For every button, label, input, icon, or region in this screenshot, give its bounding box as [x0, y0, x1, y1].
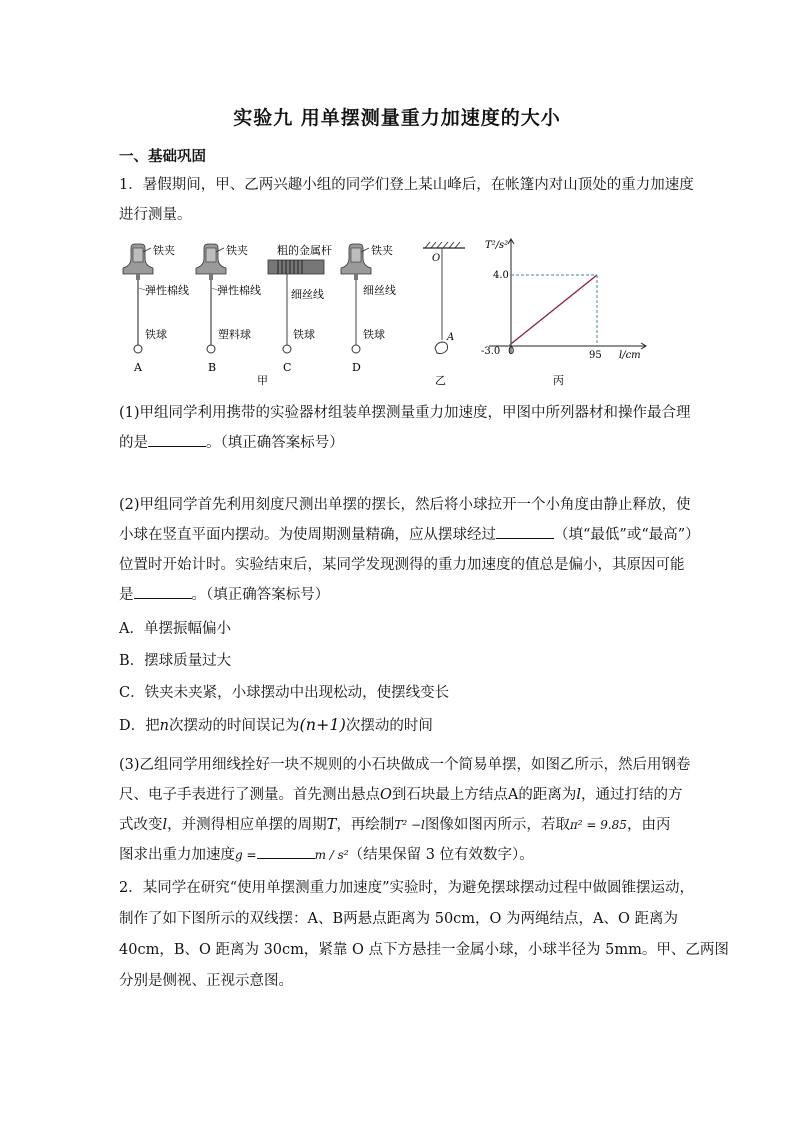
label-elastic-b: 弹性棉线: [217, 284, 261, 297]
formula-g: g =: [235, 848, 257, 862]
q1-part2-line-3: 位置时开始计时。实验结束后，某同学发现测得的重力加速度的值总是偏小，其原因可能: [119, 557, 685, 573]
q1-line-1: 1．暑假期间，甲、乙两兴趣小组的同学们登上某山峰后，在帐篷内对山顶处的重力加速度: [119, 177, 694, 193]
q1-part3-line-3: [119, 810, 670, 840]
option-d-part1: D．把: [119, 718, 160, 734]
label-a: A: [134, 361, 142, 374]
q1-part1-line-2: [119, 428, 344, 458]
q1-part3-text-4: 式改变: [119, 817, 163, 833]
q2-line-3: 40cm，B、O 距离为 30cm，紧靠 O 点下方悬挂一金属小球，小球半径为 5mm。甲、乙两图: [119, 942, 729, 958]
label-thin-d: 细丝线: [363, 284, 396, 297]
q1-part2-hint: （填“最低”或“最高”）: [554, 527, 700, 543]
page-title: 实验九 用单摆测量重力加速度的大小: [233, 107, 561, 129]
q1-part3-text-6: ，再绘制: [336, 817, 395, 833]
chart-y-tick-4: 4.0: [493, 270, 509, 281]
q1-part2-line-4: [119, 580, 329, 610]
apparatus-b: [196, 243, 261, 374]
q2-line-1: 2．某同学在研究“使用单摆测重力加速度”实验时，为避免摆球摆动过程中做圆锥摆运动，: [119, 880, 695, 896]
label-clip-a: 铁夹: [153, 244, 175, 257]
answer-blank-4[interactable]: [257, 844, 315, 859]
option-d-n-plus-1: (n+1): [299, 715, 346, 734]
label-clip-b: 铁夹: [226, 244, 248, 257]
option-d: [119, 710, 433, 741]
var-t: T: [326, 817, 337, 833]
q1-part1-prefix: 的是: [119, 435, 148, 451]
option-d-part3: 次摆动的时间: [345, 718, 433, 734]
option-c: C．铁夹未夹紧，小球摆动中出现松动，使摆线变长: [119, 685, 450, 701]
option-d-n: n: [159, 718, 169, 734]
label-yi: 乙: [435, 374, 446, 387]
q1-part1-line-1: (1)甲组同学利用携带的实验器材组装单摆测量重力加速度，甲图中所列器材和操作最合理: [119, 405, 691, 421]
formula-t2-l: T² −l: [394, 818, 425, 832]
apparatus-a: [123, 243, 189, 374]
label-o: O: [432, 253, 441, 264]
label-elastic-a: 弹性棉线: [145, 284, 189, 297]
q1-part3-text-1: 尺、电子手表进行了测量。首先测出悬点: [119, 787, 380, 803]
label-c: C: [283, 361, 292, 374]
label-jia: 甲: [257, 374, 268, 387]
option-a: A．单摆振幅偏小: [119, 621, 231, 637]
figure-apparatus: [119, 232, 659, 392]
answer-blank-1[interactable]: [148, 432, 206, 447]
label-thin-c: 细丝线: [291, 288, 324, 301]
chart-bing: [481, 239, 646, 387]
q1-part3-line-2: [119, 780, 683, 810]
label-plastic-b: 塑料球: [218, 328, 251, 341]
section-heading: 一、基础巩固: [119, 148, 206, 165]
q2-line-4: 分别是侧视、正视示意图。: [119, 973, 293, 989]
label-d: D: [352, 361, 361, 374]
var-o: O: [380, 787, 392, 803]
formula-pi2: π² = 9.85: [569, 818, 627, 832]
q1-line-2: 进行测量。: [119, 207, 192, 223]
answer-blank-2[interactable]: [496, 524, 554, 539]
label-rod-c: 粗的金属杆: [277, 244, 332, 257]
q1-part1-suffix: 。（填正确答案标号）: [206, 435, 344, 451]
label-b: B: [208, 361, 217, 374]
q1-part2-line-2: [119, 520, 700, 550]
q1-part3-text-5: ，并测得相应单摆的周期: [167, 817, 327, 833]
apparatus-c: [268, 243, 332, 374]
label-iron-a: 铁球: [145, 328, 167, 341]
unit-m-s2: m / s²: [314, 848, 349, 862]
q1-part3-text-3: ，通过打结的方: [581, 787, 683, 803]
answer-blank-3[interactable]: [134, 584, 192, 599]
chart-x-tick-0: 0: [508, 346, 515, 357]
label-iron-c: 铁球: [293, 328, 315, 341]
q1-part3-text-2: 到石块最上方结点A的距离为: [391, 787, 577, 803]
q1-part3-line-1: (3)乙组同学用细线拴好一块不规则的小石块做成一个简易单摆，如图乙所示，然后用钢卷: [119, 757, 691, 773]
q1-part3-text-9: 图求出重力加速度: [119, 847, 235, 863]
option-d-part2: 次摆动的时间误记为: [168, 718, 300, 734]
q1-part3-text-8: ，由丙: [626, 817, 671, 833]
var-l-2: l: [162, 817, 168, 833]
chart-x-tick-neg3: -3.0: [481, 346, 501, 357]
q1-part3-text-10: （结果保留 3 位有效数字）。: [348, 847, 534, 863]
chart-y-label: T²/s²: [485, 240, 509, 251]
chart-x-label: l/cm: [619, 350, 641, 361]
q1-part3-text-7: 图像如图丙所示，若取: [424, 817, 570, 833]
q1-part3-line-4: [119, 840, 534, 870]
chart-x-tick-95: 95: [589, 350, 602, 361]
label-iron-d: 铁球: [363, 328, 385, 341]
label-bing: 丙: [553, 374, 564, 387]
q1-part2-prefix: 是: [119, 587, 134, 603]
q1-part2-line-1: (2)甲组同学首先利用刻度尺测出单摆的摆长，然后将小球拉开一个小角度由静止释放，使: [119, 497, 691, 513]
q1-part2-suffix: 。（填正确答案标号）: [191, 587, 330, 603]
var-l: l: [576, 787, 582, 803]
label-clip-d: 铁夹: [371, 244, 393, 257]
chart-series-line: [511, 275, 597, 344]
figure-yi: [423, 242, 465, 387]
q1-part2-text: 小球在竖直平面内摆动。为使周期测量精确，应从摆球经过: [119, 527, 496, 543]
option-b: B．摆球质量过大: [119, 653, 232, 669]
label-point-a: A: [447, 332, 455, 343]
apparatus-d: [341, 243, 396, 374]
q2-line-2: 制作了如下图所示的双线摆：A、B两悬点距离为 50cm，O 为两绳结点，A、O 距离为: [119, 911, 679, 927]
